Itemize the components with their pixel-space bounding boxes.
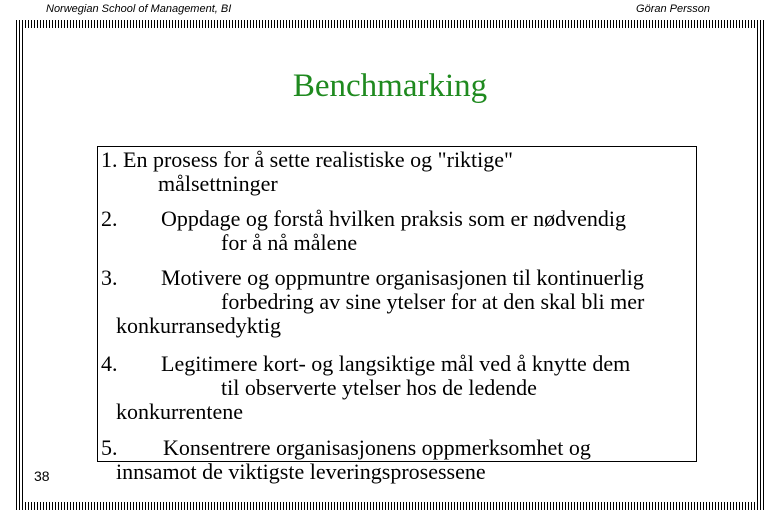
item-4-line-1: Legitimere kort- og langsiktige mål ved å knytte dem [161, 351, 631, 376]
item-1-line-1: 1. En prosess for å sette realistiske og "riktige" [101, 147, 514, 172]
item-5-number: 5. [101, 435, 118, 460]
item-3-line-2: forbedring av sine ytelser for at den skal bli mer [221, 289, 645, 314]
item-2-line-1: Oppdage og forstå hvilken praksis som er nødvendig [161, 206, 626, 231]
item-2-number: 2. [101, 206, 118, 231]
item-3-line-1: Motivere og oppmuntre organisasjonen til kontinuerlig [161, 265, 644, 290]
slide-title: Benchmarking [292, 68, 488, 104]
item-5-line-2: innsamot de viktigste leveringsprosessene [116, 459, 486, 484]
header-institution: Norwegian School of Management, BI [46, 3, 232, 15]
header-author: Göran Persson [636, 3, 710, 15]
item-4-line-3: konkurrentene [116, 399, 244, 424]
item-3-line-3: konkurransedyktig [116, 313, 281, 338]
item-1-line-2: målsettninger [158, 171, 278, 196]
header [0, 0, 780, 18]
item-5-line-1: Konsentrere organisasjonens oppmerksomhet og [163, 435, 591, 460]
page-number: 38 [34, 468, 50, 484]
item-2-line-2: for å nå målene [221, 230, 358, 255]
item-3-number: 3. [101, 265, 118, 290]
item-4-line-2: til observerte ytelser hos de ledende [221, 375, 537, 400]
item-4-number: 4. [101, 351, 118, 376]
